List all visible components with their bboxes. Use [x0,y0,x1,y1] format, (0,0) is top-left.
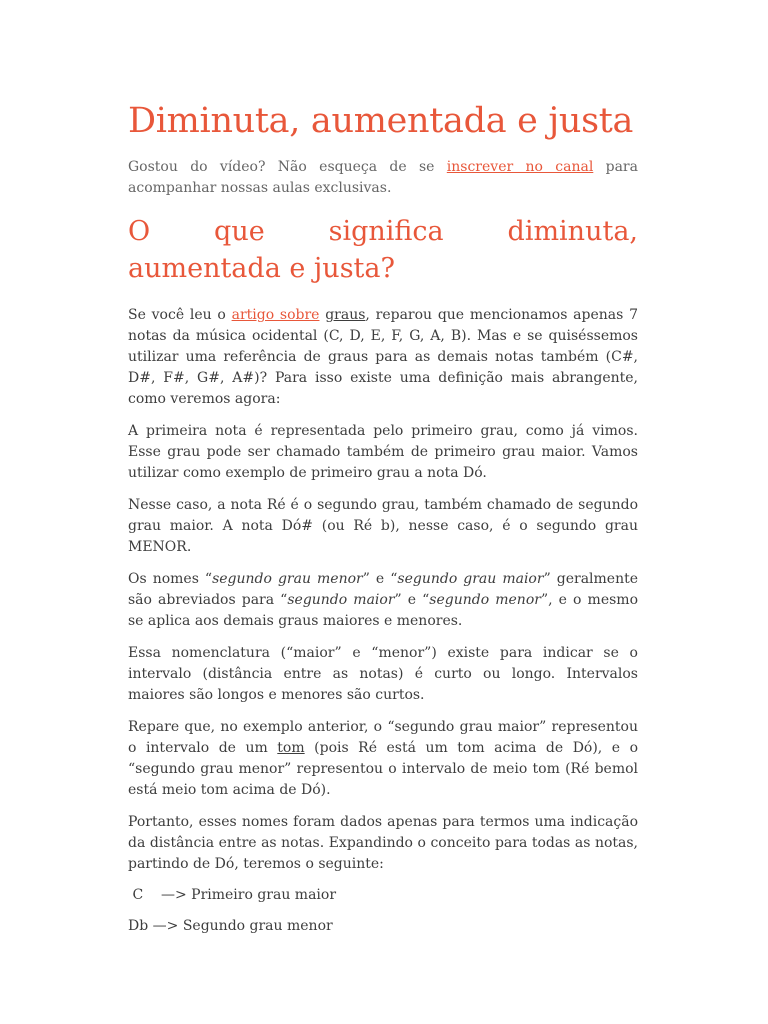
intro-text-end: para acompanhar nossas aulas exclusivas. [128,159,638,196]
section-heading-line2: aumentada e justa? [128,253,395,284]
list-item: Db —> Segundo grau menor [128,918,333,934]
text: Se você leu o [128,307,232,323]
text: ” geralmente são abreviados para “ [128,571,639,608]
list-item: C —> Primeiro grau maior [128,887,337,903]
paragraph-7: Portanto, esses nomes foram dados apenas para termos uma indicação da distância entre as notas. Expandindo o conceito para todas as notas, partindo de Dó, teremos o seguinte: [128,814,638,872]
emphasis: segundo maior [287,592,395,608]
intro-paragraph [128,157,638,199]
paragraph-6 [128,717,638,801]
paragraph-5: Essa nomenclatura (“maior” e “menor”) existe para indicar se o intervalo (distância entre as notas) é curto ou longo. Intervalos maiores são longos e menores são curtos. [128,645,638,703]
paragraph-1 [128,305,638,410]
paragraph-3: Nesse caso, a nota Ré é o segundo grau, também chamado de segundo grau maior. A nota Dó# (ou Ré b), nesse caso, é o segundo grau MENOR. [128,497,638,555]
article-link[interactable]: artigo sobre [231,307,320,323]
section-heading [128,213,638,287]
tom-link[interactable]: tom [277,740,305,756]
graus-link[interactable]: graus [325,307,366,323]
subscribe-channel-link[interactable]: inscrever no canal [446,159,594,175]
text: , reparou que mencionamos apenas 7 notas da música ocidental (C, D, E, F, G, A, B). Mas e se quiséssemos utilizar uma referência de graus para as demais notas também (C#, D#, F#, G#, A#)? Para isso existe uma definição mais abrangente, como veremos agora: [128,307,638,407]
emphasis: segundo menor [429,592,541,608]
paragraph-4 [128,569,638,632]
article [128,100,638,937]
emphasis: segundo grau menor [212,571,363,587]
text: Os nomes “ [128,571,213,587]
paragraph-2: A primeira nota é representada pelo primeiro grau, como já vimos. Esse grau pode ser chamado também de primeiro grau maior. Vamos utilizar como exemplo de primeiro grau a nota Dó. [128,423,638,481]
intro-text: Gostou do vídeo? Não esqueça de se [128,159,447,175]
emphasis: segundo grau maior [397,571,544,587]
text: ”, e o mesmo se aplica aos demais graus maiores e menores. [128,592,638,629]
page-title: Diminuta, aumentada e justa [128,101,634,141]
text: ” e “ [362,571,398,587]
text: (pois Ré está um tom acima de Dó), e o “segundo grau menor” representou o intervalo de meio tom (Ré bemol está meio tom acima de Dó). [128,740,638,798]
section-heading-line1: O que significa diminuta, [128,216,638,247]
text: Repare que, no exemplo anterior, o “segundo grau maior” representou o intervalo de um [128,719,638,756]
text: ” e “ [394,592,430,608]
